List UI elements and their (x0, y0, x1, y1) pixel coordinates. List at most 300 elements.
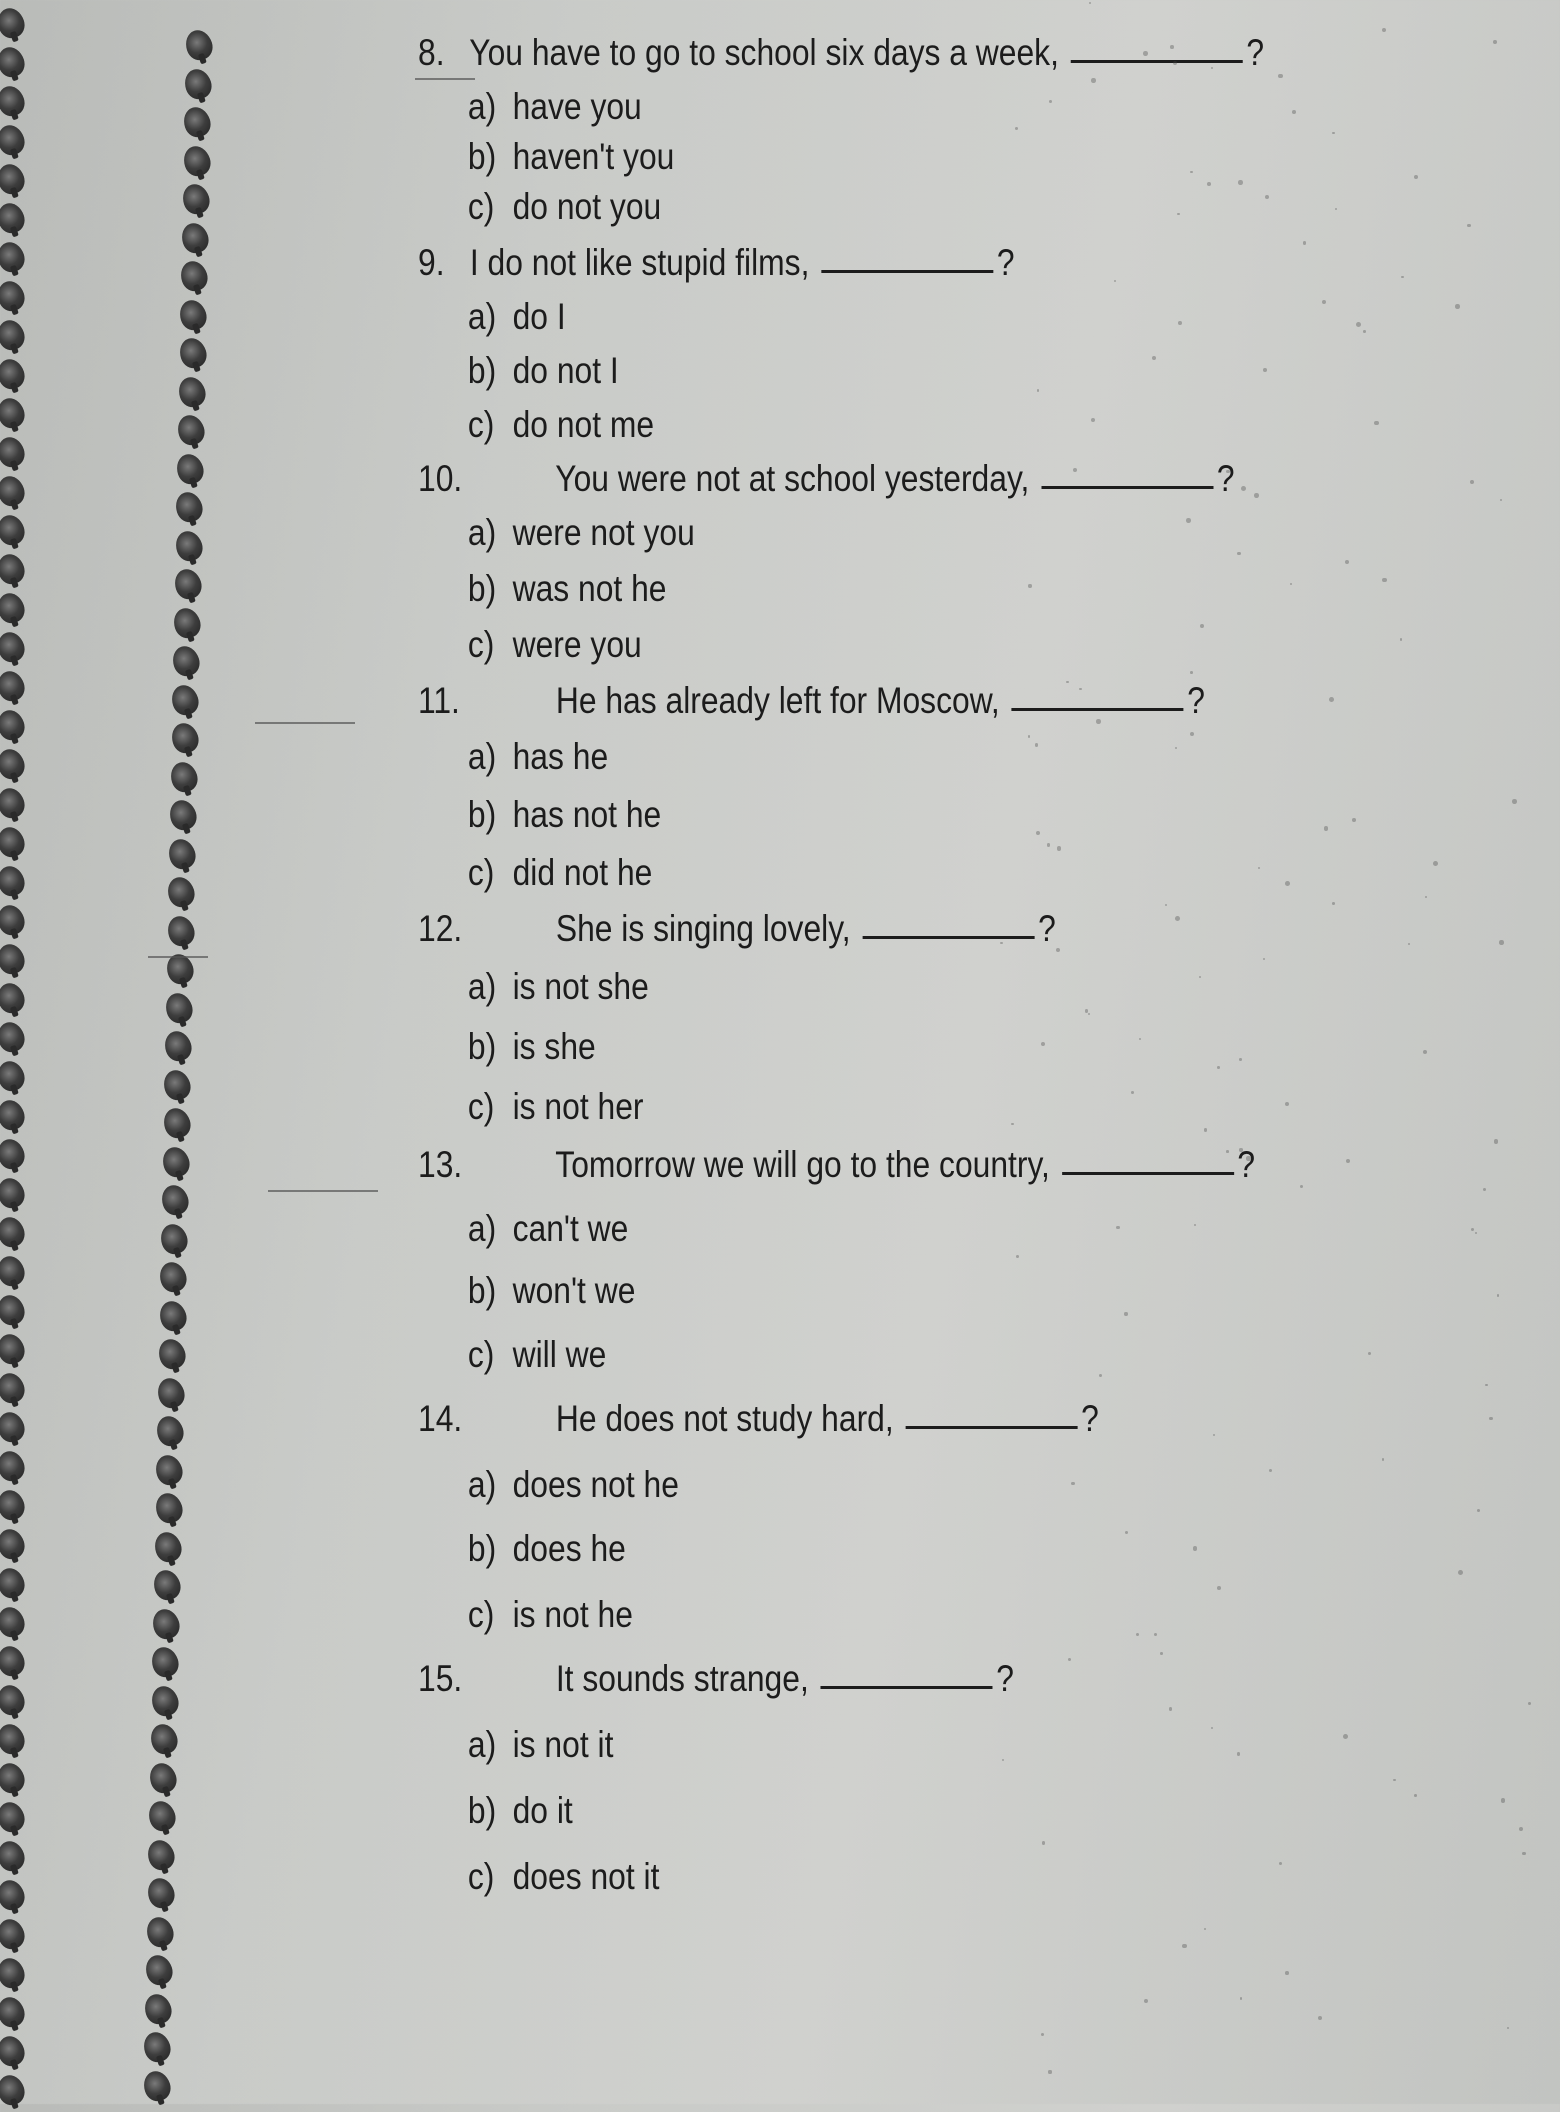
balloon-icon (161, 1028, 195, 1065)
balloon-icon (0, 1214, 28, 1251)
question-stem: I do not like stupid films, (469, 242, 810, 283)
balloon-icon (180, 104, 214, 141)
balloon-icon (0, 1526, 28, 1563)
balloon-icon (0, 1955, 28, 1992)
photocopy-speck (1332, 132, 1335, 135)
photocopy-speck (1169, 1707, 1172, 1710)
photocopy-speck (1136, 1633, 1139, 1636)
balloon-icon (0, 1409, 28, 1446)
balloon-icon (0, 1370, 28, 1407)
stray-mark (255, 722, 355, 724)
balloon-icon (176, 335, 210, 372)
photocopy-speck (1199, 976, 1201, 978)
photocopy-speck (1036, 831, 1040, 835)
balloon-icon (0, 824, 28, 861)
balloon-icon (0, 1721, 28, 1758)
balloon-icon (0, 980, 28, 1017)
photocopy-speck (1089, 2, 1091, 4)
balloon-icon (141, 1990, 175, 2027)
balloon-icon (0, 1643, 28, 1680)
photocopy-speck (1190, 732, 1194, 736)
option-a[interactable]: a) is not it (467, 1724, 614, 1765)
photocopy-speck (1241, 486, 1246, 491)
balloon-icon (0, 1565, 28, 1602)
photocopy-speck (1374, 421, 1378, 425)
photocopy-speck (1501, 1798, 1506, 1803)
photocopy-speck (1016, 1255, 1019, 1258)
option-b[interactable]: b) is she (467, 1026, 596, 1067)
photocopy-speck (1099, 1374, 1102, 1377)
photocopy-speck (1200, 624, 1204, 628)
photocopy-speck (1160, 1652, 1163, 1655)
balloon-icon (0, 1760, 28, 1797)
question-13 (418, 1146, 1255, 1183)
photocopy-speck (1401, 276, 1404, 279)
question-number: 10. (418, 458, 463, 499)
photocopy-speck (1346, 1159, 1350, 1163)
balloon-icon (0, 278, 28, 315)
balloon-icon (0, 122, 28, 159)
balloon-icon (180, 142, 214, 179)
option-b[interactable]: b) was not he (467, 568, 667, 609)
photocopy-speck (1170, 45, 1174, 49)
photocopy-speck (1015, 127, 1018, 130)
photocopy-speck (1458, 1570, 1463, 1575)
option-c[interactable]: c) is not her (467, 1086, 644, 1127)
photocopy-speck (1037, 389, 1039, 391)
question-number: 14. (418, 1398, 463, 1439)
balloon-icon (0, 746, 28, 783)
balloon-icon (0, 1799, 28, 1836)
balloon-icon (0, 5, 28, 42)
balloon-icon (144, 1836, 178, 1873)
photocopy-speck (1047, 843, 1051, 847)
photocopy-speck (1178, 321, 1182, 325)
question-mark: ? (1216, 458, 1235, 499)
balloon-icon (160, 1105, 194, 1142)
photocopy-speck (1499, 940, 1503, 944)
balloon-icon (0, 590, 28, 627)
balloon-icon (164, 874, 198, 911)
photocopy-speck (1285, 1971, 1289, 1975)
photocopy-speck (1414, 1794, 1417, 1797)
balloon-icon (0, 1136, 28, 1173)
balloon-icon (177, 258, 211, 295)
balloon-icon (0, 44, 28, 81)
photocopy-speck (1049, 100, 1052, 103)
photocopy-speck (1028, 735, 1031, 738)
balloon-icon (179, 181, 213, 218)
question-mark: ? (996, 242, 1015, 283)
photocopy-speck (1042, 1841, 1045, 1844)
balloon-icon (0, 551, 28, 588)
photocopy-speck (1204, 1128, 1207, 1131)
balloon-icon (0, 629, 28, 666)
balloon-icon (156, 1259, 190, 1296)
photocopy-speck (1041, 1042, 1045, 1046)
photocopy-speck (1329, 697, 1334, 702)
photocopy-speck (1211, 1727, 1213, 1729)
balloon-icon (0, 1019, 28, 1056)
option-a[interactable]: a) have you (467, 86, 642, 127)
answer-blank[interactable] (1062, 1172, 1234, 1175)
question-mark: ? (1246, 32, 1265, 73)
balloon-icon (156, 1297, 190, 1334)
balloon-icon (164, 912, 198, 949)
photocopy-speck (1186, 518, 1191, 523)
photocopy-speck (1124, 1312, 1127, 1315)
balloon-icon (0, 902, 28, 939)
balloon-icon (148, 1682, 182, 1719)
photocopy-speck (1471, 1228, 1474, 1231)
photocopy-speck (1056, 948, 1060, 952)
balloon-icon (0, 200, 28, 237)
balloon-icon (0, 356, 28, 393)
option-c[interactable]: c) is not he (467, 1594, 633, 1635)
answer-blank[interactable] (821, 1686, 993, 1689)
balloon-icon (151, 1528, 185, 1565)
photocopy-speck (1382, 28, 1386, 32)
option-c[interactable]: c) does not it (467, 1856, 660, 1897)
photocopy-speck (1265, 195, 1269, 199)
photocopy-speck (1528, 1702, 1531, 1705)
photocopy-speck (1144, 1999, 1148, 2003)
balloon-icon (0, 1253, 28, 1290)
option-c[interactable]: c) were you (467, 624, 642, 665)
balloon-icon (172, 527, 206, 564)
option-b[interactable]: b) has not he (467, 794, 662, 835)
balloon-icon (144, 1875, 178, 1912)
question-mark: ? (996, 1658, 1014, 1699)
photocopy-speck (1475, 1232, 1477, 1234)
photocopy-speck (1493, 40, 1497, 44)
balloon-icon (0, 161, 28, 198)
balloon-icon (160, 1066, 194, 1103)
balloon-icon (0, 1331, 28, 1368)
photocopy-speck (1207, 182, 1211, 186)
balloon-icon (0, 1448, 28, 1485)
balloon-icon (0, 395, 28, 432)
photocopy-speck (1193, 1546, 1197, 1550)
photocopy-speck (1470, 480, 1474, 484)
photocopy-speck (1345, 560, 1349, 564)
balloon-icon (146, 1759, 180, 1796)
photocopy-speck (1237, 552, 1240, 555)
photocopy-speck (1269, 1469, 1272, 1472)
photocopy-speck (1071, 1482, 1075, 1486)
photocopy-speck (1324, 826, 1329, 831)
balloon-icon (0, 1292, 28, 1329)
photocopy-speck (1477, 1509, 1480, 1512)
question-11 (418, 682, 1205, 719)
balloon-icon (0, 512, 28, 549)
photocopy-speck (1382, 578, 1386, 582)
question-mark: ? (1187, 680, 1205, 721)
balloon-icon (162, 989, 196, 1026)
photocopy-speck (1519, 1827, 1523, 1831)
balloon-icon (0, 1994, 28, 2031)
photocopy-speck (1057, 846, 1062, 851)
balloon-icon (145, 1798, 179, 1835)
photocopy-speck (1254, 493, 1259, 498)
balloon-icon (0, 1916, 28, 1953)
question-number: 15. (418, 1658, 463, 1699)
question-mark: ? (1237, 1144, 1256, 1185)
stray-mark (415, 78, 475, 80)
balloon-icon (155, 1336, 189, 1373)
answer-blank[interactable] (1041, 486, 1213, 489)
photocopy-speck (1152, 356, 1156, 360)
stray-mark (268, 1190, 378, 1192)
photocopy-speck (1467, 224, 1470, 227)
photocopy-speck (1356, 322, 1361, 327)
answer-blank[interactable] (821, 270, 993, 273)
photocopy-speck (1114, 280, 1116, 282)
question-8 (418, 34, 1264, 71)
balloon-icon (0, 1058, 28, 1095)
answer-blank[interactable] (1012, 708, 1184, 711)
balloon-icon (0, 1175, 28, 1212)
photocopy-speck (1368, 1352, 1371, 1355)
option-b[interactable]: b) do it (467, 1790, 573, 1831)
balloon-icon (158, 1182, 192, 1219)
option-b[interactable]: b) do not I (467, 350, 619, 391)
balloon-icon (167, 758, 201, 795)
question-stem: You have to go to school six days a week, (469, 32, 1059, 73)
photocopy-speck (1091, 78, 1095, 82)
photocopy-speck (1290, 583, 1292, 585)
photocopy-speck (1177, 213, 1179, 215)
question-stem: It sounds strange, (555, 1658, 809, 1699)
photocopy-speck (1278, 74, 1283, 79)
question-9 (418, 244, 1015, 281)
balloon-icon (0, 1877, 28, 1914)
answer-blank[interactable] (1071, 60, 1243, 63)
balloon-icon (0, 2072, 28, 2109)
option-c[interactable]: c) will we (467, 1334, 607, 1375)
photocopy-speck (1332, 902, 1335, 905)
photocopy-speck (1066, 681, 1069, 684)
balloon-icon (150, 1567, 184, 1604)
photocopy-speck (1237, 1752, 1240, 1755)
photocopy-speck (1263, 368, 1267, 372)
photocopy-speck (1285, 881, 1290, 886)
photocopy-speck (1522, 1852, 1525, 1855)
option-b[interactable]: b) haven't you (467, 136, 675, 177)
balloon-icon (149, 1605, 183, 1642)
photocopy-speck (1131, 1091, 1134, 1094)
balloon-icon (0, 1097, 28, 1134)
stray-mark (148, 956, 208, 958)
balloon-icon (0, 1838, 28, 1875)
photocopy-speck (1190, 171, 1192, 173)
photocopy-speck (1408, 943, 1410, 945)
balloon-icon (0, 239, 28, 276)
question-stem: He does not study hard, (555, 1398, 894, 1439)
photocopy-speck (1414, 175, 1418, 179)
photocopy-speck (1239, 1058, 1242, 1061)
balloon-icon (0, 668, 28, 705)
photocopy-speck (1048, 2070, 1051, 2073)
balloon-icon (143, 1913, 177, 1950)
photocopy-speck (1423, 1050, 1427, 1054)
photocopy-speck (1139, 1038, 1141, 1040)
question-mark: ? (1038, 908, 1056, 949)
option-a[interactable]: a) has he (467, 736, 609, 777)
photocopy-speck (1204, 1928, 1206, 1930)
photocopy-speck (1335, 208, 1337, 210)
photocopy-speck (1175, 747, 1177, 749)
photocopy-speck (1393, 1779, 1395, 1781)
balloon-icon (0, 707, 28, 744)
photocopy-speck (1497, 1294, 1499, 1296)
balloon-icon (0, 785, 28, 822)
balloon-icon (0, 83, 28, 120)
photocopy-speck (1425, 896, 1427, 898)
balloon-icon (0, 434, 28, 471)
page-border-left (0, 0, 32, 2104)
photocopy-speck (1240, 1997, 1242, 1999)
option-c[interactable]: c) do not you (467, 186, 662, 227)
balloon-icon (140, 2067, 174, 2104)
photocopy-speck (1489, 1417, 1492, 1420)
photocopy-speck (1154, 1633, 1157, 1636)
balloon-icon (0, 473, 28, 510)
photocopy-speck (1217, 1066, 1220, 1069)
balloon-icon (181, 65, 215, 102)
question-stem: Tomorrow we will go to the country, (555, 1144, 1050, 1185)
balloon-icon (0, 941, 28, 978)
photocopy-speck (1125, 1531, 1128, 1534)
balloon-icon (182, 27, 216, 64)
photocopy-speck (1011, 1123, 1013, 1125)
photocopy-speck (1173, 61, 1177, 65)
option-a[interactable]: a) do I (467, 296, 566, 337)
balloon-icon (166, 797, 200, 834)
photocopy-speck (1258, 867, 1260, 869)
question-12 (418, 910, 1056, 947)
photocopy-speck (1194, 1224, 1196, 1226)
photocopy-speck (1182, 1944, 1186, 1948)
balloon-icon (169, 643, 203, 680)
question-stem: She is singing lovely, (555, 908, 851, 949)
photocopy-speck (1485, 1384, 1487, 1386)
question-number: 9. (418, 242, 445, 283)
balloon-icon (140, 2029, 174, 2066)
photocopy-speck (1483, 1188, 1486, 1191)
photocopy-speck (1116, 1226, 1120, 1230)
balloon-icon (0, 2033, 28, 2070)
balloon-icon (168, 720, 202, 757)
photocopy-speck (1091, 418, 1095, 422)
photocopy-speck (1028, 584, 1031, 587)
photocopy-speck (1303, 241, 1306, 244)
photocopy-speck (1002, 1759, 1005, 1762)
question-number: 13. (418, 1144, 463, 1185)
photocopy-speck (1352, 818, 1356, 822)
balloon-icon (178, 219, 212, 256)
option-c[interactable]: c) did not he (467, 852, 653, 893)
photocopy-speck (1165, 904, 1167, 906)
balloon-icon (152, 1490, 186, 1527)
question-stem: You were not at school yesterday, (555, 458, 1030, 499)
option-b[interactable]: b) won't we (467, 1270, 636, 1311)
photocopy-speck (1318, 2016, 1322, 2020)
photocopy-speck (1226, 1150, 1229, 1153)
answer-blank[interactable] (863, 936, 1035, 939)
option-a[interactable]: a) does not he (467, 1464, 679, 1505)
photocopy-speck (1238, 180, 1243, 185)
balloon-icon (142, 1952, 176, 1989)
question-14 (418, 1400, 1099, 1437)
balloon-icon (174, 412, 208, 449)
balloon-icon (0, 317, 28, 354)
balloon-icon (148, 1644, 182, 1681)
question-stem: He has already left for Moscow, (555, 680, 1000, 721)
photocopy-speck (1263, 958, 1265, 960)
balloon-icon (176, 296, 210, 333)
question-10 (418, 460, 1235, 497)
photocopy-speck (1494, 1139, 1498, 1143)
photocopy-speck (1085, 1009, 1088, 1012)
photocopy-speck (1143, 51, 1148, 56)
photocopy-speck (1382, 1458, 1384, 1460)
photocopy-speck (1246, 1156, 1250, 1160)
balloon-icon (147, 1721, 181, 1758)
photocopy-speck (1322, 300, 1327, 305)
photocopy-speck (1512, 799, 1517, 804)
balloon-icon (173, 450, 207, 487)
photocopy-speck (1363, 330, 1366, 333)
photocopy-speck (1500, 499, 1502, 501)
question-mark: ? (1081, 1398, 1099, 1439)
question-number: 12. (418, 908, 463, 949)
question-number: 8. (418, 32, 445, 73)
balloon-icon (0, 863, 28, 900)
balloon-icon (0, 1682, 28, 1719)
balloon-icon (170, 604, 204, 641)
option-a[interactable]: a) can't we (467, 1208, 629, 1249)
photocopy-speck (1292, 110, 1296, 114)
balloon-icon (0, 1487, 28, 1524)
balloon-icon (152, 1451, 186, 1488)
question-15 (418, 1660, 1014, 1697)
photocopy-speck (1279, 1862, 1282, 1865)
balloon-icon (165, 835, 199, 872)
photocopy-speck (1079, 688, 1081, 690)
photocopy-speck (1239, 1148, 1242, 1151)
photocopy-speck (1035, 743, 1038, 746)
photocopy-speck (1507, 2027, 1509, 2029)
option-c[interactable]: c) do not me (467, 404, 655, 445)
photocopy-speck (1455, 304, 1459, 308)
photocopy-speck (1433, 861, 1438, 866)
photocopy-speck (1190, 671, 1193, 674)
balloon-icon (168, 681, 202, 718)
photocopy-speck (1217, 1586, 1221, 1590)
photocopy-speck (1285, 1102, 1289, 1106)
answer-blank[interactable] (906, 1426, 1078, 1429)
balloon-icon (159, 1143, 193, 1180)
option-a[interactable]: a) were not you (467, 512, 695, 553)
option-a[interactable]: a) is not she (467, 966, 649, 1007)
option-b[interactable]: b) does he (467, 1528, 626, 1569)
photocopy-speck (1041, 2033, 1044, 2036)
balloon-icon (153, 1413, 187, 1450)
photocopy-speck (1343, 1734, 1348, 1739)
page-border-inner (180, 0, 220, 2104)
balloon-icon (171, 566, 205, 603)
